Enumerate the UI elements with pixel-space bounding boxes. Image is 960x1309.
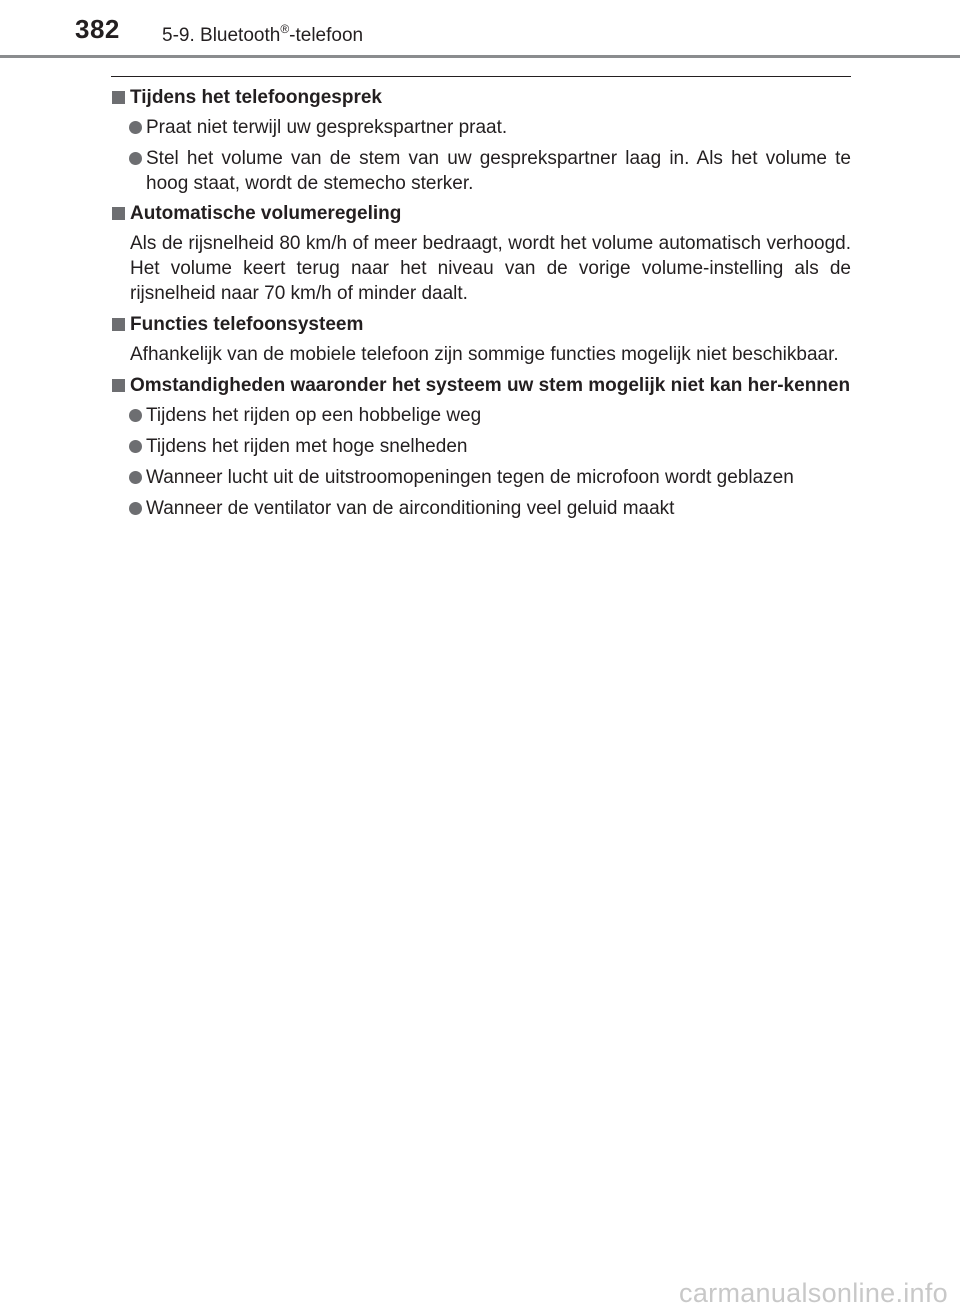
circle-bullet-icon: [129, 152, 142, 165]
section-heading-text: Omstandigheden waaronder het systeem uw stem mogelijk niet kan her-kennen: [130, 375, 851, 396]
header-divider: [0, 55, 960, 58]
circle-bullet-icon: [129, 409, 142, 422]
list-item-text: Wanneer lucht uit de uitstroomopeningen tegen de microfoon wordt geblazen: [146, 467, 794, 488]
list-item: [111, 496, 851, 521]
circle-bullet-icon: [129, 502, 142, 515]
paragraph: Afhankelijk van de mobiele telefoon zijn sommige functies mogelijk niet beschikbaar.: [130, 344, 839, 365]
section-functies-telefoonsysteem: [111, 313, 851, 367]
list-item: [111, 465, 851, 490]
list-item: [111, 434, 851, 459]
section-title-suffix: -telefoon: [289, 25, 364, 46]
circle-bullet-icon: [129, 471, 142, 484]
section-heading: [111, 86, 851, 110]
paragraph: Als de rijsnelheid 80 km/h of meer bedraagt, wordt het volume automatisch verhoogd. Het volume keert terug naar het niveau van de vorige volume-instelling als de rijsnelheid naar 70 km/h of minder daalt.: [130, 233, 851, 304]
registered-mark: ®: [280, 22, 290, 36]
square-bullet-icon: [112, 318, 125, 331]
section-tijdens-telefoongesprek: [111, 86, 851, 196]
square-bullet-icon: [112, 207, 125, 220]
square-bullet-icon: [112, 379, 125, 392]
section-automatische-volumeregeling: [111, 202, 851, 306]
circle-bullet-icon: [129, 440, 142, 453]
section-heading-text: Automatische volumeregeling: [130, 203, 402, 224]
circle-bullet-icon: [129, 121, 142, 134]
section-title: [162, 22, 363, 47]
section-heading-text: Tijdens het telefoongesprek: [130, 87, 382, 108]
page-number: 382: [75, 14, 120, 44]
content-divider: [111, 76, 851, 77]
section-omstandigheden: [111, 374, 851, 521]
watermark: carmanualsonline.info: [679, 1278, 948, 1308]
section-heading-text: Functies telefoonsysteem: [130, 314, 364, 335]
list-item-text: Praat niet terwijl uw gesprekspartner praat.: [146, 117, 508, 138]
list-item: [111, 115, 851, 140]
list-item-text: Stel het volume van de stem van uw gesprekspartner laag in. Als het volume te hoog staat, wordt de stemecho sterker.: [146, 148, 851, 194]
square-bullet-icon: [112, 91, 125, 104]
section-title-prefix: 5-9. Bluetooth: [162, 25, 281, 46]
section-heading: [111, 374, 851, 398]
page-header: [0, 0, 960, 58]
list-item: [111, 146, 851, 196]
list-item: [111, 403, 851, 428]
page-content: [111, 86, 851, 527]
list-item-text: Tijdens het rijden op een hobbelige weg: [146, 405, 482, 426]
section-heading: [111, 202, 851, 226]
list-item-text: Wanneer de ventilator van de airconditioning veel geluid maakt: [146, 498, 675, 519]
list-item-text: Tijdens het rijden met hoge snelheden: [146, 436, 468, 457]
section-heading: [111, 313, 851, 337]
